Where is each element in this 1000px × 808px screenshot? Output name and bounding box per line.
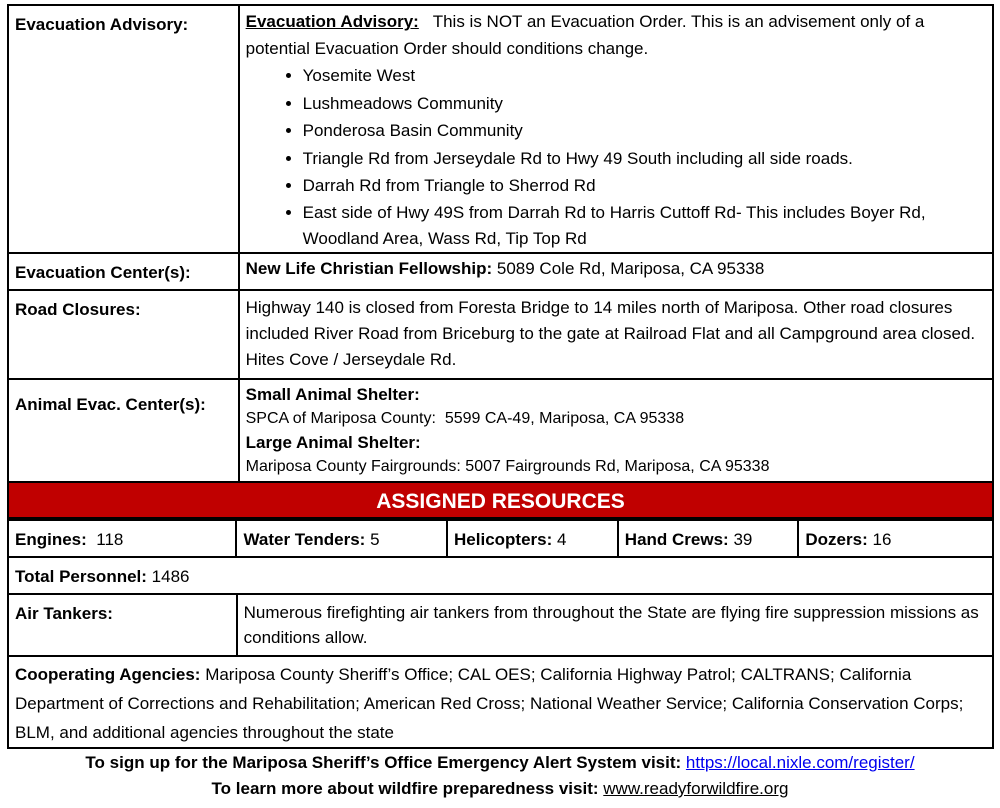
dozers-cell [798,520,993,557]
large-animal-shelter-address: 5007 Fairgrounds Rd, Mariposa, CA 95338 [465,457,770,475]
engines-label: Engines: [15,530,87,549]
water-tenders-cell [236,520,447,557]
cooperating-agencies-cell [8,656,993,748]
list-item: • Ponderosa Basin Community [303,117,986,145]
advisory-area-list [246,62,986,252]
resource-counts-row [8,520,993,557]
assigned-resources-banner: ASSIGNED RESOURCES [7,481,994,519]
small-animal-shelter [246,407,986,431]
animal-centers-label: Animal Evac. Center(s): [8,379,239,483]
helicopters-cell [447,520,618,557]
alert-signup-line [0,750,1000,776]
evacuation-center-name: New Life Christian Fellowship: [245,258,493,278]
road-closures-row [8,290,993,379]
list-item: • Lushmeadows Community [303,90,986,118]
evacuation-advisory-heading: Evacuation Advisory: [245,12,419,31]
evacuation-advisory-text: This is NOT an Evacuation Order. This is an advisement only of a potential Evacuation Order should conditions change. [245,12,925,58]
info-table-top [7,4,994,484]
helicopters-label: Helicopters: [454,530,553,549]
cooperating-agencies-text: Mariposa County Sheriff’s Office; CAL OES; California Highway Patrol; CALTRANS; California Department of Corrections and Rehabilitation; American Red Cross; National Weather Service; California Conservation Corps; BLM, and additional agencies throughout the state [15,665,964,742]
cooperating-agencies-label: Cooperating Agencies: [15,665,201,684]
small-animal-shelter-address: 5599 CA-49, Mariposa, CA 95338 [444,409,685,427]
evacuation-center-address: 5089 Cole Rd, Mariposa, CA 95338 [496,258,765,278]
helicopters-value: 4 [557,530,567,549]
small-animal-heading: Small Animal Shelter: [245,384,420,404]
large-animal-heading: Large Animal Shelter: [245,432,421,452]
list-item: • Darrah Rd from Triangle to Sherrod Rd [303,172,986,200]
hand-crews-label: Hand Crews: [624,530,729,549]
hand-crews-value: 39 [733,530,753,549]
resources-detail-table [7,556,994,749]
air-tankers-text: Numerous firefighting air tankers from throughout the State are flying fire suppression missions as conditions allow. [237,594,993,656]
list-item: • Triangle Rd from Jerseydale Rd to Hwy 49 South including all side roads. [303,145,986,173]
large-animal-shelter-name: Mariposa County Fairgrounds: [245,457,461,475]
dozers-value: 16 [872,530,892,549]
preparedness-text: To learn more about wildfire preparedness visit: [211,779,599,798]
engines-value: 118 [96,530,124,549]
nixle-register-link[interactable]: https://local.nixle.com/register/ [685,753,915,772]
large-animal-shelter [246,455,986,479]
air-tankers-row [8,594,993,656]
evacuation-centers-label: Evacuation Center(s): [8,253,239,290]
evacuation-centers-cell [239,253,993,290]
small-animal-shelter-name: SPCA of Mariposa County: [245,409,436,427]
footer [0,750,1000,802]
road-closures-text: Highway 140 is closed from Foresta Bridge to 14 miles north of Mariposa. Other road closures included River Road from Briceburg to the gate at Railroad Flat and all Campground area closed. Hites Cove / Jerseydale Rd. [239,290,993,379]
resources-counts-table [7,519,994,558]
evacuation-advisory-label: Evacuation Advisory: [8,5,239,253]
road-closures-label: Road Closures: [8,290,239,379]
readyforwildfire-link[interactable]: www.readyforwildfire.org [603,779,789,798]
evacuation-advisory-row [8,5,993,253]
water-tenders-value: 5 [370,530,380,549]
engines-cell [8,520,236,557]
animal-centers-cell [239,379,993,483]
dozers-label: Dozers: [805,530,868,549]
list-item: • Yosemite West [303,62,986,90]
water-tenders-label: Water Tenders: [243,530,366,549]
list-item: • East side of Hwy 49S from Darrah Rd to Harris Cuttoff Rd- This includes Boyer Rd, Woodland Area, Wass Rd, Tip Top Rd [303,200,986,252]
preparedness-line [0,776,1000,802]
cooperating-agencies-row [8,656,993,748]
total-personnel-value: 1486 [151,567,190,586]
air-tankers-label: Air Tankers: [8,594,237,656]
evacuation-advisory-cell [239,5,993,253]
total-personnel-row [8,557,993,594]
total-personnel-cell [8,557,993,594]
hand-crews-cell [618,520,799,557]
animal-centers-row [8,379,993,483]
alert-signup-text: To sign up for the Mariposa Sheriff’s Office Emergency Alert System visit: [85,753,682,772]
evacuation-centers-row [8,253,993,290]
total-personnel-label: Total Personnel: [15,567,147,586]
